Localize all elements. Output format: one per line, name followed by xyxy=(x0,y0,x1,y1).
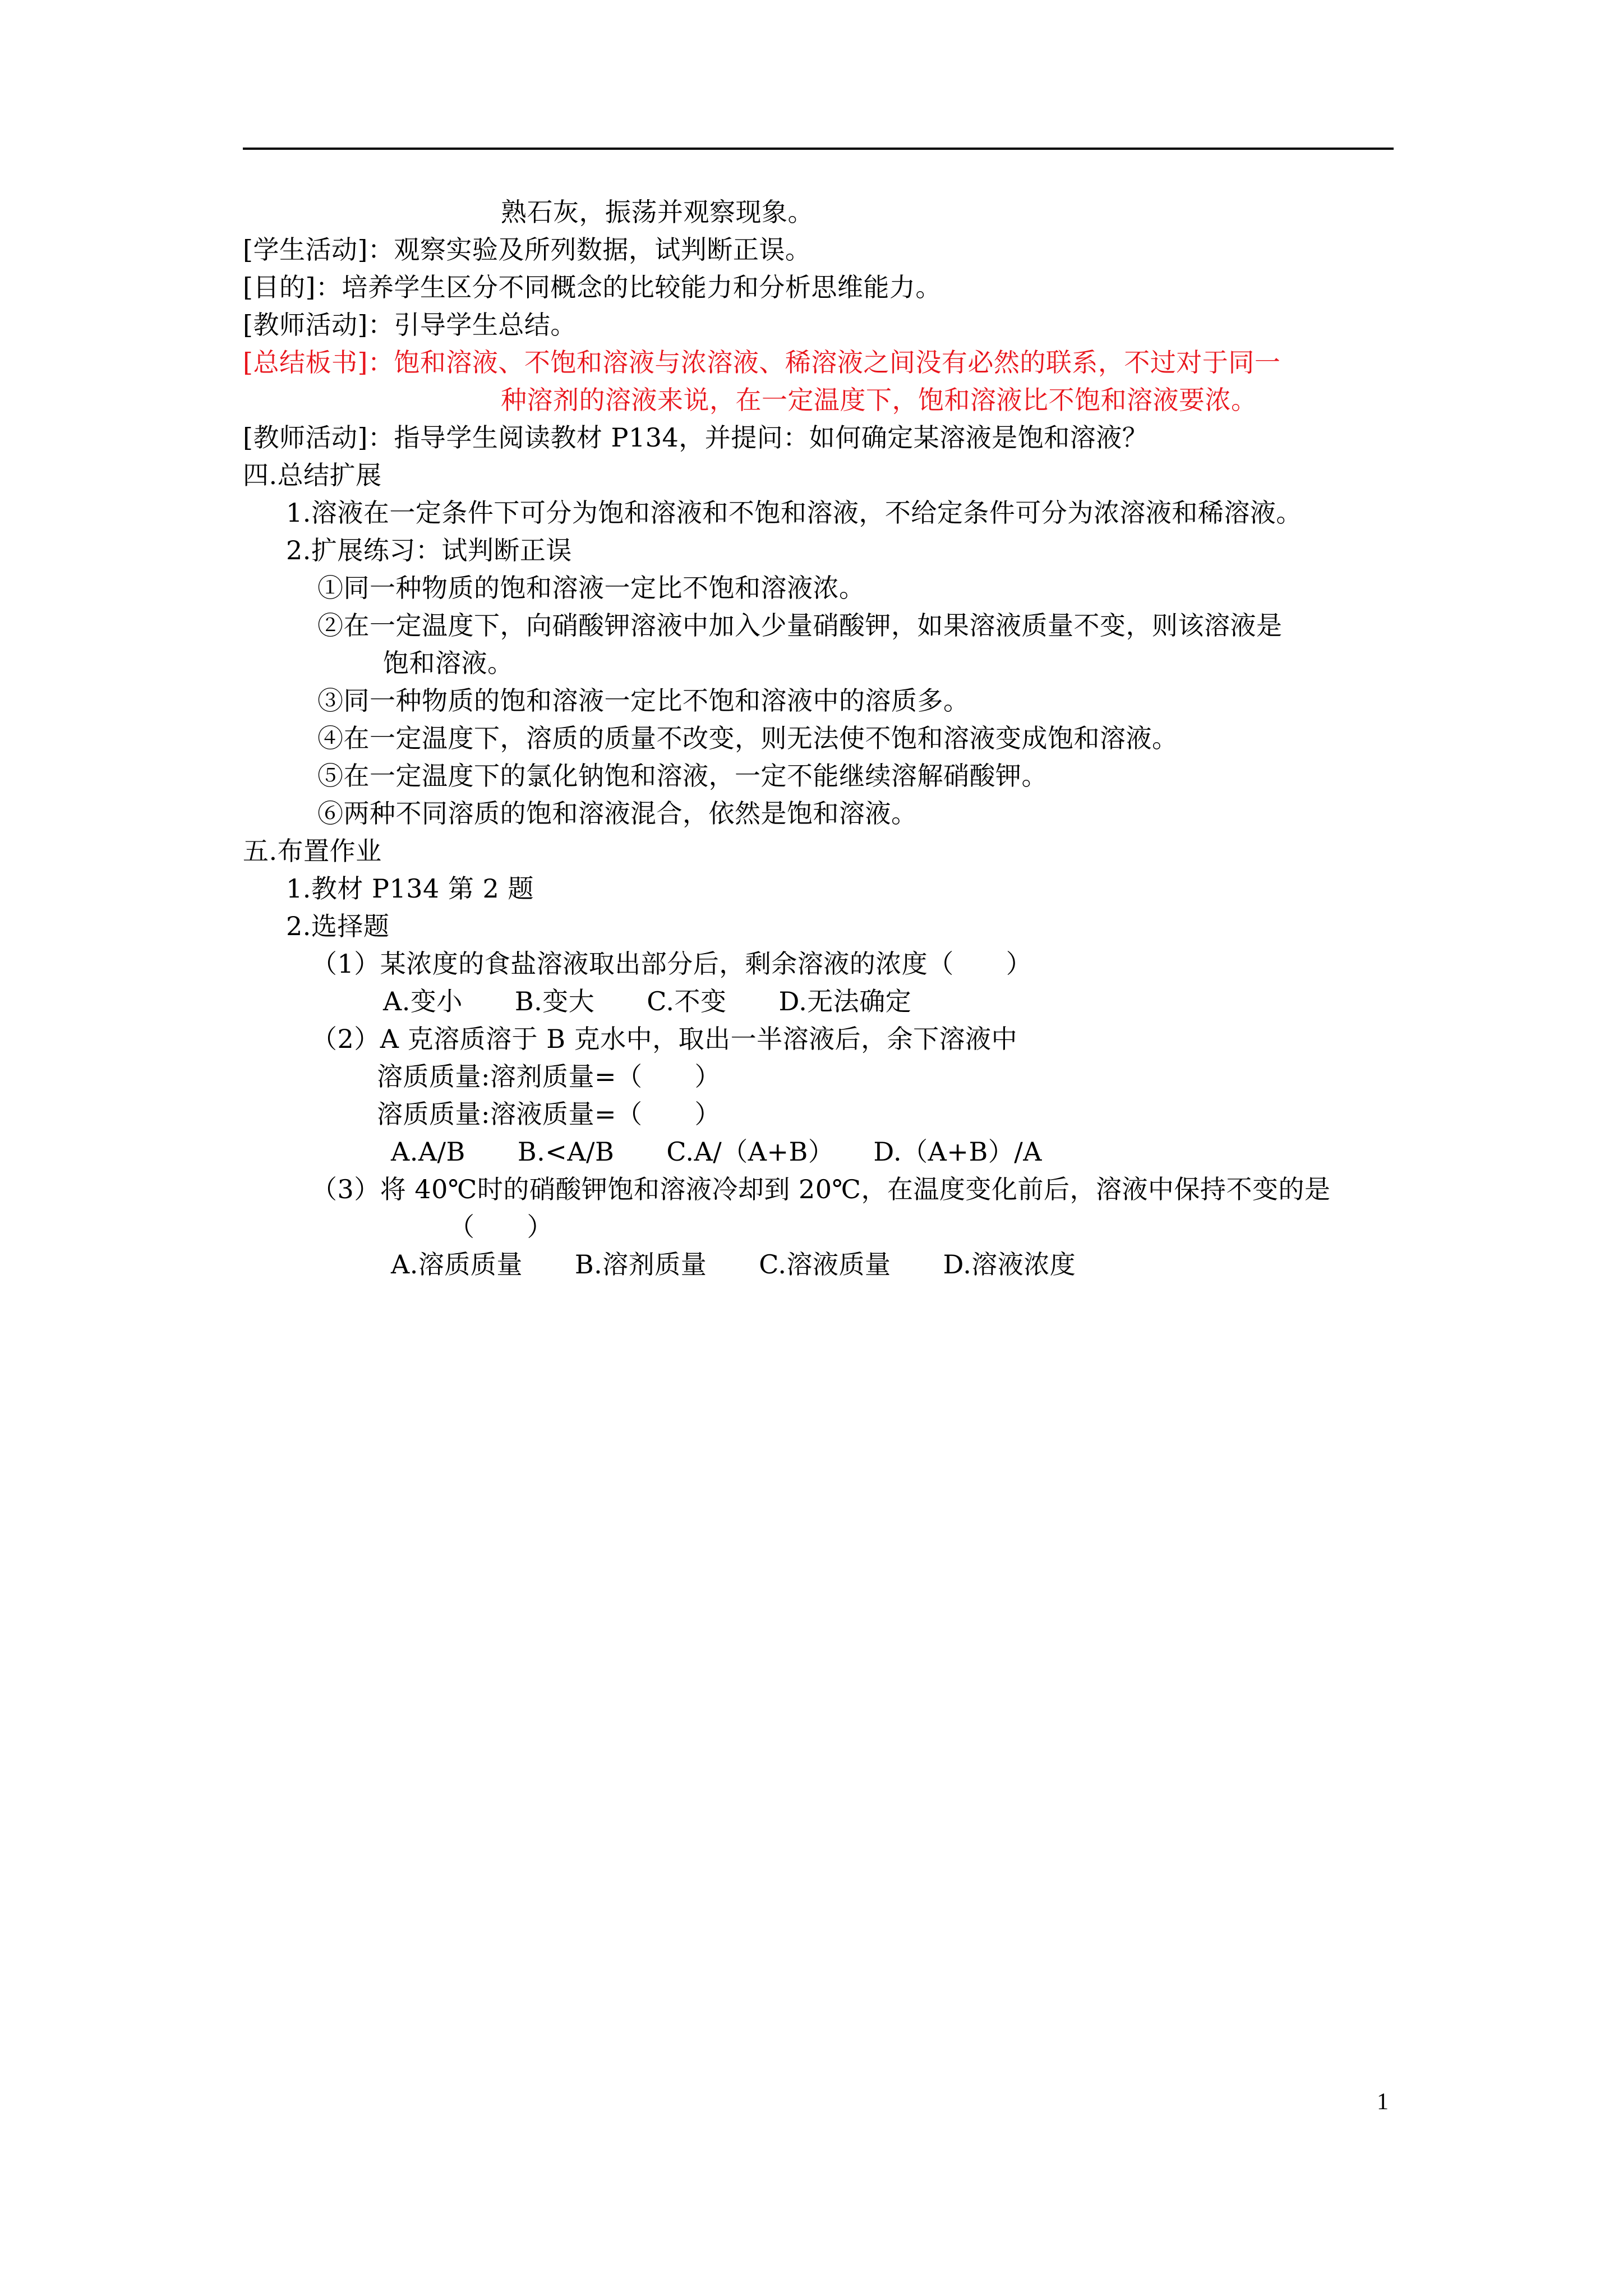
exercise-item-continued: 饱和溶液。 xyxy=(383,648,514,678)
text-line: 2.扩展练习：试判断正误 xyxy=(286,535,572,565)
exercise-item: ⑤在一定温度下的氯化钠饱和溶液，一定不能继续溶解硝酸钾。 xyxy=(317,761,1048,791)
exercise-item: ④在一定温度下，溶质的质量不改变，则无法使不饱和溶液变成饱和溶液。 xyxy=(317,723,1178,753)
question-subline: （ ） xyxy=(449,1212,553,1242)
question-options: A.溶质质量 B.溶剂质量 C.溶液质量 D.溶液浓度 xyxy=(391,1249,1076,1280)
question: （3）将 40℃时的硝酸钾饱和溶液冷却到 20℃，在温度变化前后，溶液中保持不变的是 xyxy=(311,1174,1331,1204)
section-heading: 五.布置作业 xyxy=(243,836,382,866)
summary-line: 种溶剂的溶液来说，在一定温度下，饱和溶液比不饱和溶液要浓。 xyxy=(501,385,1257,415)
page-number: 1 xyxy=(1377,2089,1389,2115)
exercise-item: ①同一种物质的饱和溶液一定比不饱和溶液浓。 xyxy=(317,573,865,603)
exercise-item: ②在一定温度下，向硝酸钾溶液中加入少量硝酸钾，如果溶液质量不变，则该溶液是 xyxy=(317,610,1283,641)
question-options: A.变小 B.变大 C.不变 D.无法确定 xyxy=(383,986,912,1016)
section-heading: 四.总结扩展 xyxy=(243,460,382,490)
text-line: [学生活动]：观察实验及所列数据，试判断正误。 xyxy=(243,234,811,265)
text-line: 2.选择题 xyxy=(286,911,390,941)
question-options: A.A/B B.<A/B C.A/（A+B） D.（A+B）/A xyxy=(391,1137,1042,1167)
summary-line: [总结板书]：饱和溶液、不饱和溶液与浓溶液、稀溶液之间没有必然的联系，不过对于同一 xyxy=(243,347,1281,378)
exercise-item: ③同一种物质的饱和溶液一定比不饱和溶液中的溶质多。 xyxy=(317,685,970,716)
text-line: 熟石灰，振荡并观察现象。 xyxy=(501,197,814,227)
question: （2）A 克溶质溶于 B 克水中，取出一半溶液后，余下溶液中 xyxy=(311,1024,1018,1054)
question-subline: 溶质质量:溶剂质量=（ ） xyxy=(377,1061,721,1092)
question: （1）某浓度的食盐溶液取出部分后，剩余溶液的浓度（ ） xyxy=(311,949,1032,979)
text-line: [目的]：培养学生区分不同概念的比较能力和分析思维能力。 xyxy=(243,272,942,302)
exercise-item: ⑥两种不同溶质的饱和溶液混合，依然是饱和溶液。 xyxy=(317,798,917,829)
header-rule xyxy=(243,148,1394,150)
text-line: [教师活动]：引导学生总结。 xyxy=(243,310,577,340)
text-line: 1.溶液在一定条件下可分为饱和溶液和不饱和溶液，不给定条件可分为浓溶液和稀溶液。 xyxy=(286,498,1302,528)
text-line: [教师活动]：指导学生阅读教材 P134，并提问：如何确定某溶液是饱和溶液？ xyxy=(243,422,1149,453)
question-subline: 溶质质量:溶液质量=（ ） xyxy=(377,1099,721,1129)
text-line: 1.教材 P134 第 2 题 xyxy=(286,873,534,904)
